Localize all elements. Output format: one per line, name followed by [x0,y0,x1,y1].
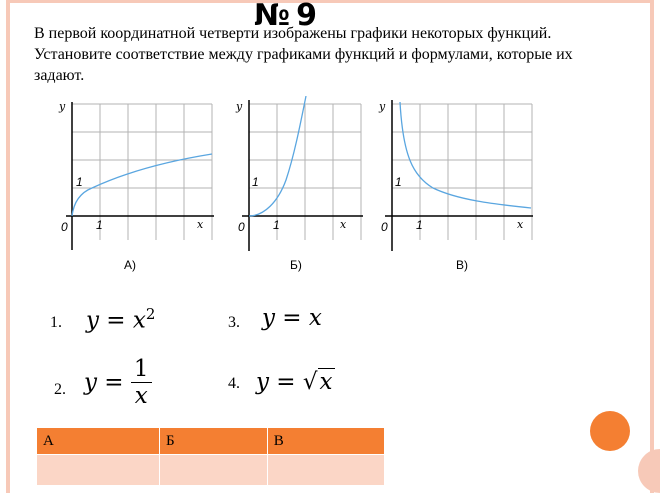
answer-header-b: Б [160,428,268,455]
answer-table [36,427,385,486]
graph-a-curve [72,154,212,216]
answer-header-c: В [267,428,384,455]
question-text: В первой координатной четверти изображены графики некоторых функций. Установите соответствие между графиками функций и формулами, которые их задают. [34,25,573,84]
sqrt-icon: √ [302,369,318,395]
formula-2-lhs: y = [84,369,124,396]
answer-header-a: А [37,428,160,455]
formula-2-fraction [131,356,152,409]
formula-4 [256,369,335,395]
graph-b-origin: 0 [238,220,245,234]
problem-number: №9 [254,0,323,33]
formula-1-exponent: 2 [145,305,156,323]
formula-3-number: 3. [228,314,240,331]
formula-1 [86,305,155,334]
graph-b-y-label: y [236,100,243,113]
answer-table-header-row [37,428,385,455]
graph-b [230,96,363,255]
graph-c-caption: В) [456,258,468,272]
answer-table-row [37,455,385,486]
formula-2-number: 2. [54,381,66,398]
formula-3 [262,305,322,331]
answer-cell-b[interactable] [160,455,268,486]
slide-frame-left [6,0,10,493]
graph-b-caption: Б) [290,258,302,272]
formula-2-numerator: 1 [131,356,152,383]
formula-1-lhs: y = x [86,307,146,334]
graph-c-x-label: x [517,218,524,231]
graph-b-x-label: x [340,218,347,231]
graph-a-x-label: x [197,218,204,231]
decorative-peach-circle [638,449,660,493]
answer-cell-c[interactable] [267,455,384,486]
formula-2 [84,356,152,409]
graph-c-unit-y: 1 [395,175,402,189]
graph-c [373,96,533,255]
formula-3-lhs: y = x [262,305,322,331]
graph-b-unit-x: 1 [273,218,280,232]
decorative-orange-circle [590,411,630,451]
graph-c-y-label: y [379,100,386,113]
graph-a-y-label: y [59,100,66,113]
formula-2-denominator: x [134,383,148,409]
graph-a-unit-x: 1 [96,218,103,232]
formula-4-number: 4. [228,375,240,392]
graph-a-caption: А) [124,258,136,272]
formula-4-radicand: x [319,369,333,395]
slide-frame-right [650,0,654,493]
graph-a-grid [72,104,212,240]
graph-a [52,100,216,255]
formula-4-lhs: y = [256,369,296,395]
graph-c-origin: 0 [381,220,388,234]
graph-a-unit-y: 1 [76,175,83,189]
graph-a-origin: 0 [61,220,68,234]
graph-b-unit-y: 1 [252,175,259,189]
answer-cell-a[interactable] [37,455,160,486]
formula-1-number: 1. [50,314,62,331]
graph-c-unit-x: 1 [416,218,423,232]
graph-c-grid [392,104,532,240]
